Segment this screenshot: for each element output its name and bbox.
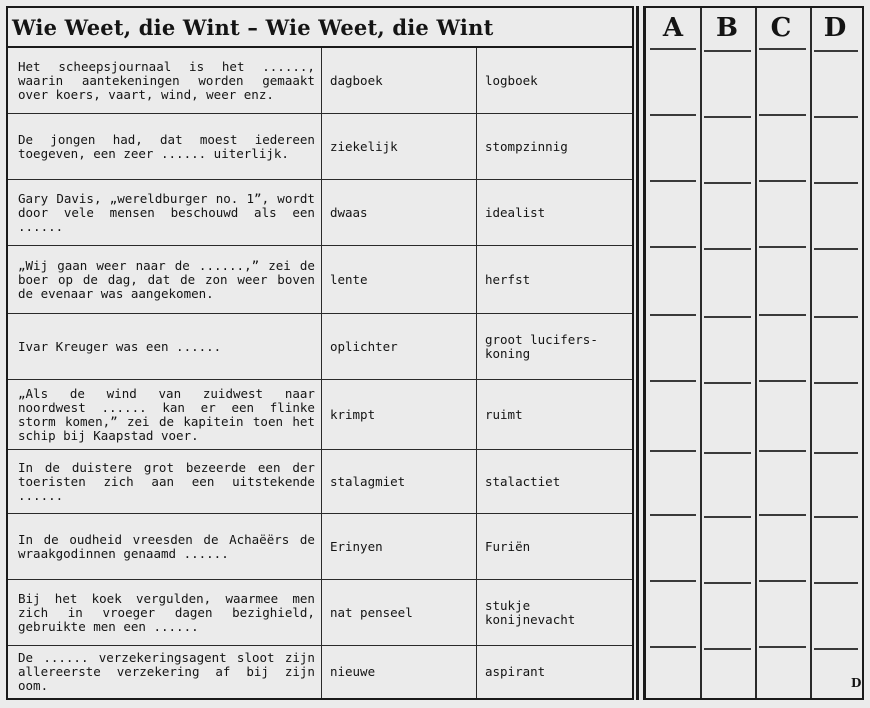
grid-column-line xyxy=(755,8,757,698)
answer-cell-line xyxy=(704,582,751,584)
answer-option-1: ziekelijk xyxy=(322,114,477,179)
answer-option-1: Erinyen xyxy=(322,514,477,579)
answer-cell-line xyxy=(814,648,858,650)
answer-option-1: nat penseel xyxy=(322,580,477,645)
question-text: Ivar Kreuger was een ...... xyxy=(8,314,322,379)
question-row xyxy=(8,646,632,698)
answer-cell-line xyxy=(814,182,858,184)
answer-option-2: herfst xyxy=(484,271,531,287)
question-text: „Wij gaan weer naar de ......,” zei de boer op de dag, dat de zon weer boven de evenaar was aangekomen. xyxy=(8,246,322,313)
answer-option-1: krimpt xyxy=(322,380,477,449)
column-letter-a: A xyxy=(662,13,684,43)
answer-option-1: dwaas xyxy=(322,180,477,245)
answer-cell-line xyxy=(650,450,696,452)
question-text: De jongen had, dat moest iedereen toegeven, een zeer ...... uiterlijk. xyxy=(8,114,322,179)
grid-column-line xyxy=(810,8,812,698)
question-row xyxy=(8,514,632,580)
answer-cell-line xyxy=(650,514,696,516)
answer-cell-line xyxy=(704,50,751,52)
question-text: Gary Davis, „wereldburger no. 1”, wordt door vele mensen beschouwd als een ...... xyxy=(8,180,322,245)
answer-cell-line xyxy=(650,114,696,116)
answer-cell-line xyxy=(759,314,806,316)
answer-cell-line xyxy=(650,314,696,316)
answer-cell-line xyxy=(759,646,806,648)
answer-cell-line xyxy=(814,316,858,318)
answer-cell-line xyxy=(704,316,751,318)
answer-option-2: stukje konijnevacht xyxy=(484,597,576,627)
answer-cell-line xyxy=(704,182,751,184)
answer-cell-line xyxy=(759,180,806,182)
answer-cell-line xyxy=(650,180,696,182)
answer-option-2: idealist xyxy=(484,204,546,220)
answer-cell-line xyxy=(759,114,806,116)
answer-cell-line xyxy=(814,116,858,118)
answer-cell-line xyxy=(814,248,858,250)
answer-option-2: groot lucifers-koning xyxy=(484,331,598,361)
answer-cell-line xyxy=(759,580,806,582)
answer-cell-line xyxy=(650,580,696,582)
answer-cell-line xyxy=(704,116,751,118)
answer-option-1: oplichter xyxy=(322,314,477,379)
answer-option-1: dagboek xyxy=(322,48,477,113)
answer-option-2: ruimt xyxy=(484,406,523,422)
question-row xyxy=(8,380,632,450)
corner-mark: D xyxy=(851,676,862,690)
question-row xyxy=(8,180,632,246)
answer-cell-line xyxy=(650,380,696,382)
answer-cell-line xyxy=(814,382,858,384)
question-text: In de oudheid vreesden de Achaëërs de wraakgodinnen genaamd ...... xyxy=(8,514,322,579)
column-letter-c: C xyxy=(770,13,792,43)
question-row xyxy=(8,246,632,314)
answer-cell-line xyxy=(759,48,806,50)
question-row xyxy=(8,48,632,114)
page-title: Wie Weet, die Wint – Wie Weet, die Wint xyxy=(12,14,494,40)
answer-cell-line xyxy=(814,452,858,454)
answer-cell-line xyxy=(704,648,751,650)
answer-option-2: stompzinnig xyxy=(484,138,568,154)
answer-cell-line xyxy=(704,452,751,454)
answer-cell-line xyxy=(650,246,696,248)
answer-option-1: lente xyxy=(322,246,477,313)
answer-option-2: logboek xyxy=(484,72,538,88)
column-letter-d: D xyxy=(823,13,847,43)
answer-cell-line xyxy=(759,514,806,516)
answer-option-2: Furiën xyxy=(484,538,531,554)
answer-option-2: aspirant xyxy=(484,664,546,679)
question-text: De ...... verzekeringsagent sloot zijn allereerste verzekering af bij zijn oom. xyxy=(8,646,322,698)
question-text: „Als de wind van zuidwest naar noordwest ...... kan er een flinke storm komen,” zei de kapitein toen het schip bij Kaapstad voer. xyxy=(8,380,322,449)
question-row xyxy=(8,450,632,514)
answer-cell-line xyxy=(759,450,806,452)
title-row xyxy=(8,8,632,48)
answer-column-headers xyxy=(646,8,862,48)
answer-cell-line xyxy=(759,380,806,382)
answer-cell-line xyxy=(814,50,858,52)
answer-cell-line xyxy=(704,382,751,384)
answer-cell-line xyxy=(814,516,858,518)
answer-cell-line xyxy=(704,516,751,518)
answer-option-1: stalagmiet xyxy=(322,450,477,513)
question-row xyxy=(8,314,632,380)
question-text: Bij het koek vergulden, waarmee men zich in vroeger dagen bezighield, gebruikte men een ...... xyxy=(8,580,322,645)
answer-cell-line xyxy=(814,582,858,584)
answer-option-1: nieuwe xyxy=(322,646,477,698)
column-separator xyxy=(636,6,639,700)
answer-cell-line xyxy=(704,248,751,250)
answer-cell-line xyxy=(650,48,696,50)
answer-option-2: stalactiet xyxy=(484,473,561,489)
question-text: In de duistere grot bezeerde een der toeristen zich aan een uitstekende ...... xyxy=(8,450,322,513)
answer-cell-line xyxy=(759,246,806,248)
answer-cell-line xyxy=(650,646,696,648)
question-text: Het scheepsjournaal is het ......, waarin aantekeningen worden gemaakt over koers, vaart, wind, weer enz. xyxy=(8,48,322,113)
column-letter-b: B xyxy=(716,13,738,43)
grid-column-line xyxy=(700,8,702,698)
question-row xyxy=(8,580,632,646)
question-row xyxy=(8,114,632,180)
